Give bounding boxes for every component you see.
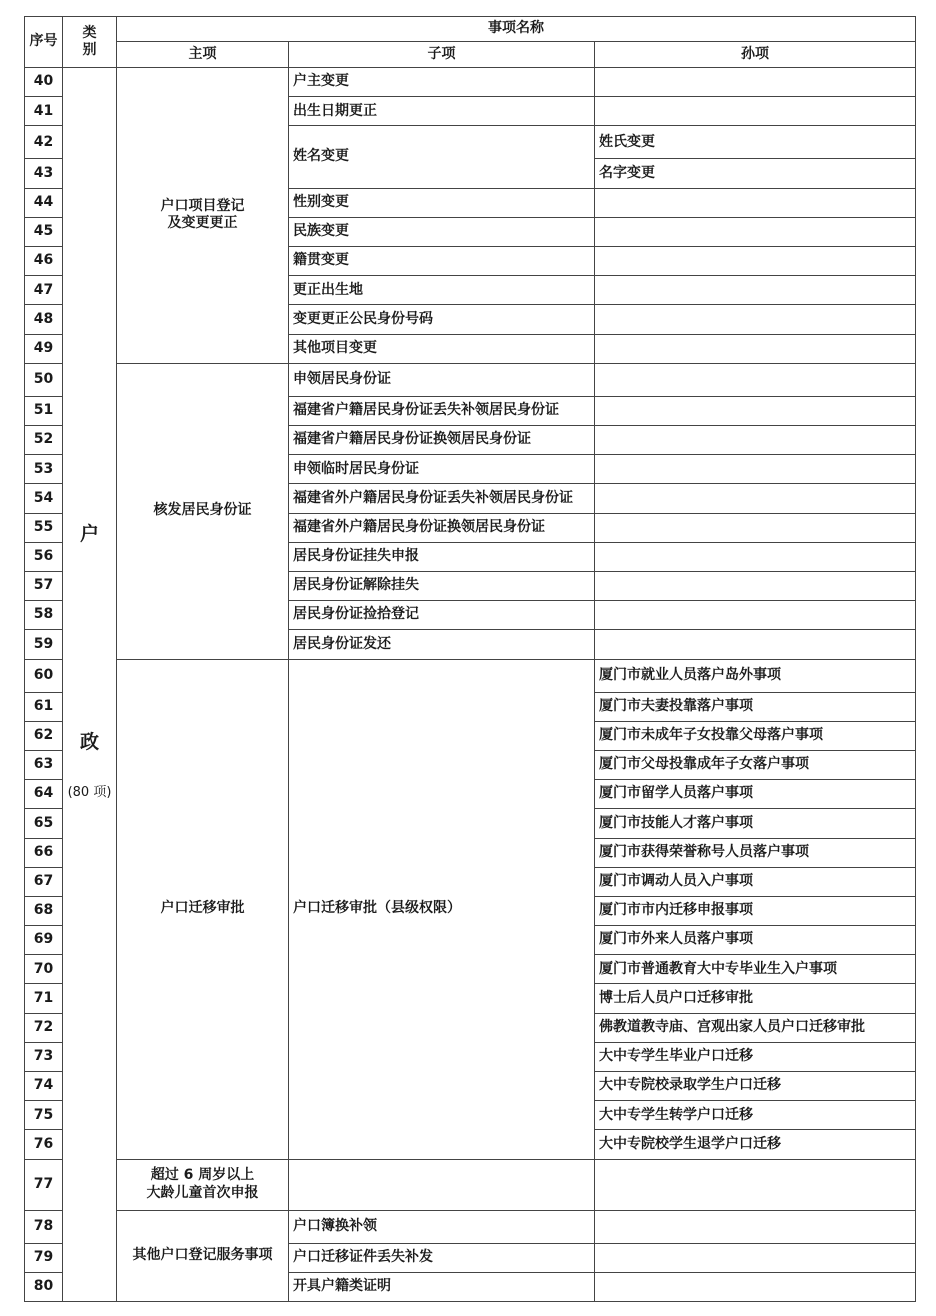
main-item-id-card: 核发居民身份证 <box>117 363 289 659</box>
row-number: 49 <box>25 334 63 363</box>
row-number: 41 <box>25 97 63 126</box>
grandsub-item <box>595 484 916 513</box>
grandsub-item: 厦门市留学人员落户事项 <box>595 780 916 809</box>
grandsub-item: 厦门市技能人才落户事项 <box>595 809 916 838</box>
main-item-migration: 户口迁移审批 <box>117 659 289 1159</box>
grandsub-item: 博士后人员户口迁移审批 <box>595 984 916 1013</box>
grandsub-item: 厦门市调动人员入户事项 <box>595 867 916 896</box>
sub-item: 居民身份证挂失申报 <box>289 542 595 571</box>
grandsub-item: 佛教道教寺庙、宫观出家人员户口迁移审批 <box>595 1013 916 1042</box>
sub-item: 居民身份证捡拾登记 <box>289 601 595 630</box>
row-number: 42 <box>25 126 63 159</box>
grandsub-item: 名字变更 <box>595 159 916 188</box>
row-number: 55 <box>25 513 63 542</box>
row-number: 58 <box>25 601 63 630</box>
row-number: 61 <box>25 692 63 721</box>
sub-item: 民族变更 <box>289 217 595 246</box>
header-seq: 序号 <box>25 17 63 68</box>
sub-item: 变更更正公民身份号码 <box>289 305 595 334</box>
row-number: 79 <box>25 1243 63 1272</box>
main-item-late-registration-line-1: 超过 6 周岁以上 <box>150 1167 255 1184</box>
header-category <box>63 17 117 68</box>
table-row <box>25 1159 916 1210</box>
sub-item: 福建省外户籍居民身份证换领居民身份证 <box>289 513 595 542</box>
grandsub-item <box>595 276 916 305</box>
grandsub-item: 大中专学生转学户口迁移 <box>595 1101 916 1130</box>
header-item-name: 事项名称 <box>117 17 916 42</box>
grandsub-item <box>595 188 916 217</box>
grandsub-item <box>595 426 916 455</box>
sub-item: 福建省户籍居民身份证换领居民身份证 <box>289 426 595 455</box>
row-number: 62 <box>25 721 63 750</box>
sub-item: 福建省户籍居民身份证丢失补领居民身份证 <box>289 396 595 425</box>
grandsub-item <box>595 455 916 484</box>
row-number: 52 <box>25 426 63 455</box>
row-number: 66 <box>25 838 63 867</box>
grandsub-item: 厦门市市内迁移申报事项 <box>595 896 916 925</box>
row-number: 65 <box>25 809 63 838</box>
main-item-late-registration <box>117 1159 289 1210</box>
sub-item: 姓名变更 <box>289 126 595 188</box>
grandsub-item <box>595 1243 916 1272</box>
grandsub-item: 厦门市未成年子女投靠父母落户事项 <box>595 721 916 750</box>
row-number: 54 <box>25 484 63 513</box>
row-number: 76 <box>25 1130 63 1159</box>
row-number: 45 <box>25 217 63 246</box>
grandsub-item: 大中专院校录取学生户口迁移 <box>595 1072 916 1101</box>
header-grandsub: 孙项 <box>595 42 916 68</box>
grandsub-item <box>595 571 916 600</box>
header-category-line-2: 别 <box>82 42 97 58</box>
table-row <box>25 68 916 97</box>
row-number: 43 <box>25 159 63 188</box>
row-number: 40 <box>25 68 63 97</box>
category-cell <box>63 68 117 1302</box>
row-number: 70 <box>25 955 63 984</box>
grandsub-item: 厦门市夫妻投靠落户事项 <box>595 692 916 721</box>
row-number: 48 <box>25 305 63 334</box>
row-number: 72 <box>25 1013 63 1042</box>
grandsub-item <box>595 396 916 425</box>
grandsub-item: 大中专学生毕业户口迁移 <box>595 1042 916 1071</box>
sub-item: 性别变更 <box>289 188 595 217</box>
sub-item: 户口迁移审批（县级权限） <box>289 659 595 1159</box>
row-number: 77 <box>25 1159 63 1210</box>
grandsub-item <box>595 542 916 571</box>
row-number: 78 <box>25 1210 63 1243</box>
row-number: 71 <box>25 984 63 1013</box>
sub-item: 出生日期更正 <box>289 97 595 126</box>
header-sub: 子项 <box>289 42 595 68</box>
grandsub-item <box>595 1210 916 1243</box>
grandsub-item <box>595 1159 916 1210</box>
category-count: (80 项) <box>67 785 112 800</box>
main-item-registration-line-1: 户口项目登记 <box>160 197 245 214</box>
grandsub-item <box>595 1272 916 1301</box>
household-affairs-table <box>24 16 916 1302</box>
grandsub-item: 大中专院校学生退学户口迁移 <box>595 1130 916 1159</box>
grandsub-item: 厦门市就业人员落户岛外事项 <box>595 659 916 692</box>
sub-item: 开具户籍类证明 <box>289 1272 595 1301</box>
row-number: 46 <box>25 247 63 276</box>
category-char-hu: 户 <box>79 523 99 545</box>
grandsub-item <box>595 217 916 246</box>
grandsub-item: 姓氏变更 <box>595 126 916 159</box>
header-row-1 <box>25 17 916 42</box>
grandsub-item <box>595 363 916 396</box>
row-number: 73 <box>25 1042 63 1071</box>
sub-item: 更正出生地 <box>289 276 595 305</box>
row-number: 57 <box>25 571 63 600</box>
sub-item <box>289 1159 595 1210</box>
grandsub-item: 厦门市获得荣誉称号人员落户事项 <box>595 838 916 867</box>
category-char-zheng: 政 <box>79 731 99 753</box>
row-number: 50 <box>25 363 63 396</box>
main-item-other-services: 其他户口登记服务事项 <box>117 1210 289 1301</box>
row-number: 47 <box>25 276 63 305</box>
sub-item: 居民身份证发还 <box>289 630 595 659</box>
row-number: 69 <box>25 926 63 955</box>
row-number: 67 <box>25 867 63 896</box>
sub-item: 申领居民身份证 <box>289 363 595 396</box>
row-number: 64 <box>25 780 63 809</box>
grandsub-item <box>595 630 916 659</box>
sub-item: 居民身份证解除挂失 <box>289 571 595 600</box>
row-number: 53 <box>25 455 63 484</box>
sub-item: 籍贯变更 <box>289 247 595 276</box>
sub-item: 户主变更 <box>289 68 595 97</box>
row-number: 74 <box>25 1072 63 1101</box>
sub-item: 其他项目变更 <box>289 334 595 363</box>
sub-item: 户口簿换补领 <box>289 1210 595 1243</box>
grandsub-item: 厦门市普通教育大中专毕业生入户事项 <box>595 955 916 984</box>
grandsub-item <box>595 334 916 363</box>
row-number: 44 <box>25 188 63 217</box>
main-item-registration <box>117 68 289 364</box>
sub-item: 福建省外户籍居民身份证丢失补领居民身份证 <box>289 484 595 513</box>
row-number: 59 <box>25 630 63 659</box>
grandsub-item <box>595 513 916 542</box>
grandsub-item <box>595 305 916 334</box>
grandsub-item <box>595 97 916 126</box>
row-number: 68 <box>25 896 63 925</box>
row-number: 80 <box>25 1272 63 1301</box>
sub-item: 申领临时居民身份证 <box>289 455 595 484</box>
row-number: 56 <box>25 542 63 571</box>
grandsub-item <box>595 247 916 276</box>
header-category-line-1: 类 <box>82 24 97 41</box>
row-number: 63 <box>25 750 63 779</box>
table-row <box>25 1210 916 1243</box>
table-row <box>25 363 916 396</box>
header-main: 主项 <box>117 42 289 68</box>
main-item-late-registration-line-2: 大龄儿童首次申报 <box>146 1184 259 1201</box>
grandsub-item: 厦门市父母投靠成年子女落户事项 <box>595 750 916 779</box>
table-row <box>25 659 916 692</box>
grandsub-item <box>595 68 916 97</box>
row-number: 60 <box>25 659 63 692</box>
row-number: 51 <box>25 396 63 425</box>
sub-item: 户口迁移证件丢失补发 <box>289 1243 595 1272</box>
header-row-2 <box>25 42 916 68</box>
main-item-registration-line-2: 及变更更正 <box>167 215 238 232</box>
grandsub-item <box>595 601 916 630</box>
row-number: 75 <box>25 1101 63 1130</box>
grandsub-item: 厦门市外来人员落户事项 <box>595 926 916 955</box>
